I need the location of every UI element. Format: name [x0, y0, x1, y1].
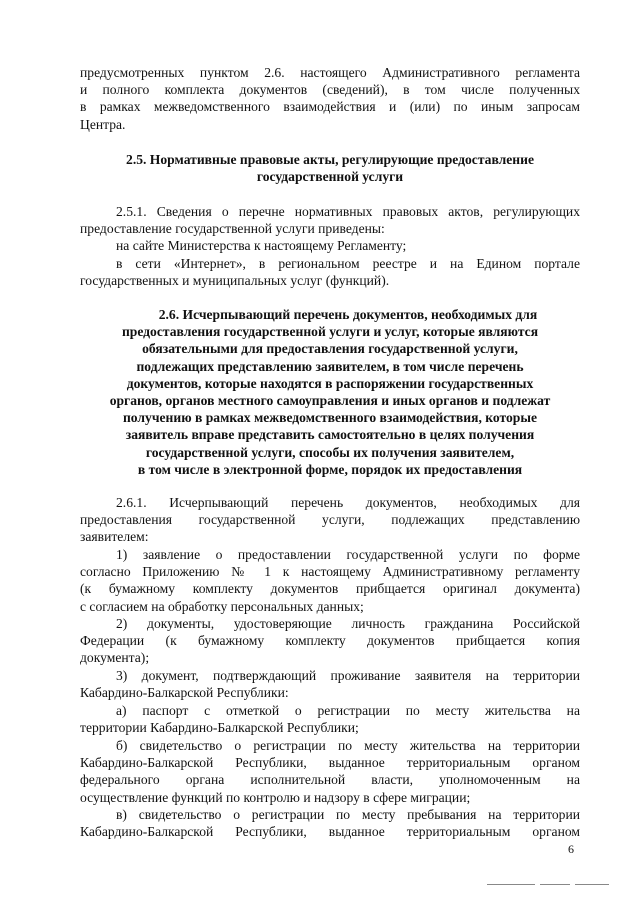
text-line: и полного комплекта документов (сведений), в том числе полученных [80, 82, 580, 98]
text-line: 1) заявление о предоставлении государственной услуги по форме [116, 547, 580, 562]
text-line: согласно Приложению № 1 к настоящему Административному регламенту [80, 564, 580, 580]
text-line: б) свидетельство о регистрации по месту жительства на территории [116, 738, 580, 753]
text-line: (к бумажному комплекту документов прибщается оригинал документа) [80, 581, 580, 597]
list-item-3b [80, 737, 580, 806]
text-line: территории Кабардино-Балкарской Республики; [80, 720, 359, 736]
text-line: Федерации (к бумажному комплекту документов прибщается копия [80, 633, 580, 649]
text-line: 2.6.1. Исчерпывающий перечень документов, необходимых для [116, 495, 580, 510]
heading-line: обязательными для предоставления государственной услуги, [142, 341, 518, 357]
heading-line: 2.6. Исчерпывающий перечень документов, необходимых для [158, 307, 538, 322]
text-line: в рамках межведомственного взаимодействия и (или) по иным запросам [80, 99, 580, 115]
text-line: федерального органа исполнительной власти, уполномоченным на [80, 772, 580, 788]
text-line: заявителем: [80, 529, 149, 545]
heading-line: органов, органов местного самоуправления и иных органов и подлежат [109, 393, 551, 409]
paragraph-2-5-1 [80, 203, 580, 289]
heading-line: заявитель вправе представить самостоятельно в целях получения [125, 427, 535, 443]
text-line: с согласием на обработку персональных данных; [80, 598, 364, 614]
heading-line: в том числе в электронной форме, порядок их предоставления [137, 461, 523, 477]
text-line: 3) документ, подтверждающий проживание заявителя на территории [116, 668, 580, 683]
list-item-2 [80, 615, 580, 667]
text-line: в) свидетельство о регистрации по месту пребывания на территории [116, 807, 580, 822]
text-line: Центра. [80, 116, 126, 132]
footer-rule [487, 884, 535, 885]
list-item-3v [80, 806, 580, 840]
section-heading-2-5 [80, 151, 580, 185]
footer-rule [575, 884, 609, 885]
text-line: в сети «Интернет», в региональном реестре и на Едином портале [116, 255, 580, 271]
heading-line: 2.5. Нормативные правовые акты, регулирующие предоставление [126, 152, 534, 167]
heading-line: предоставления государственной услуги и услуг, которые являются [121, 324, 539, 340]
text-line: 2) документы, удостоверяющие личность гражданина Российской [116, 616, 580, 631]
page-number: 6 [568, 842, 574, 856]
text-line: предоставление государственной услуги приведены: [80, 221, 385, 237]
text-line: осуществление функций по контролю и надзору в сфере миграции; [80, 789, 471, 805]
text-line: 2.5.1. Сведения о перечне нормативных правовых актов, регулирующих [116, 204, 580, 219]
text-line: на сайте Министерства к настоящему Регламенту; [116, 238, 407, 254]
text-line: Кабардино-Балкарской Республики, выданное территориальным органом [80, 824, 580, 840]
text-line: предусмотренных пунктом 2.6. настоящего Административного регламента [80, 65, 580, 80]
text-line: Кабардино-Балкарской Республики, выданное территориальным органом [80, 755, 580, 771]
text-line: Кабардино-Балкарской Республики: [80, 685, 289, 701]
list-item-3a [80, 702, 580, 736]
list-item-1 [80, 546, 580, 615]
intro-paragraph [80, 64, 580, 133]
text-line: предоставления государственной услуги, подлежащих представлению [80, 512, 580, 528]
heading-line: документов, которые находятся в распоряжении государственных [126, 375, 534, 391]
heading-line: государственной услуги, способы их получения заявителем, [145, 444, 515, 460]
text-line: а) паспорт с отметкой о регистрации по месту жительства на [116, 703, 580, 718]
footer-rule [540, 884, 570, 885]
list-item-3 [80, 667, 580, 701]
text-line: документа); [80, 650, 150, 666]
heading-line: государственной услуги [256, 169, 404, 185]
section-heading-2-6 [80, 306, 580, 478]
heading-line: подлежащих представлению заявителем, в том числе перечень [136, 358, 524, 374]
heading-line: получению в рамках межведомственного взаимодействия, которые [122, 410, 538, 426]
paragraph-2-6-1 [80, 494, 580, 546]
text-line: государственных и муниципальных услуг (функций). [80, 272, 390, 288]
